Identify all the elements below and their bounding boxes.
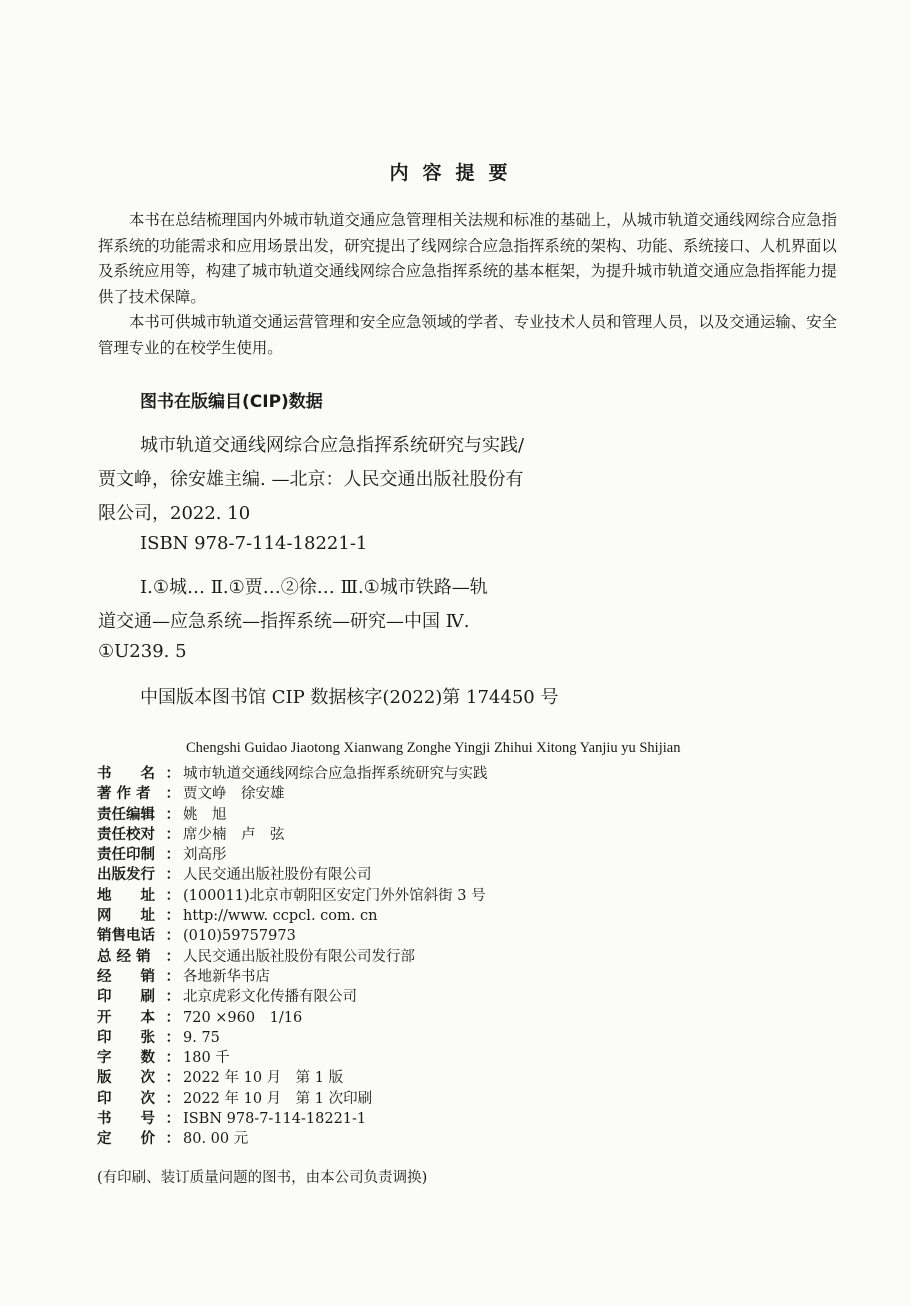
summary-paragraph-1: 本书在总结梳理国内外城市轨道交通应急管理相关法规和标准的基础上，从城市轨道交通线网综合应急指挥系统的功能需求和应用场景出发，研究提出了线网综合应急指挥系统的架构、功能、系统接口、人机界面以及系统应用等，构建了城市轨道交通线网综合应急指挥系统的基本框架，为提升城市轨道交通应急指挥能力提供了技术保障。	[98, 211, 837, 306]
pinyin-title: Chengshi Guidao Jiaotong Xianwang Zonghe Yingji Zhihui Xitong Yanjiu yu Shijian	[186, 740, 681, 756]
metadata-row	[97, 865, 488, 885]
metadata-row	[97, 1048, 488, 1068]
metadata-label: 销售电话 ：	[97, 928, 180, 945]
metadata-row	[97, 1068, 488, 1088]
metadata-row	[97, 886, 488, 906]
cip-line: 贾文峥，徐安雄主编. —北京：人民交通出版社股份有	[98, 469, 524, 490]
metadata-row	[97, 1129, 488, 1149]
metadata-value: 姚 旭	[183, 806, 227, 823]
summary-paragraph-2: 本书可供城市轨道交通运营管理和安全应急领域的学者、专业技术人员和管理人员，以及交通运输、安全管理专业的在校学生使用。	[98, 313, 837, 357]
metadata-value: (100011)北京市朝阳区安定门外外馆斜街 3 号	[183, 887, 486, 904]
cip-line: 道交通—应急系统—指挥系统—研究—中国 Ⅳ.	[98, 611, 470, 632]
cip-line: Ⅰ.①城… Ⅱ.①贾…②徐… Ⅲ.①城市铁路—轨	[140, 577, 488, 598]
cip-record-number: 中国版本图书馆 CIP 数据核字(2022)第 174450 号	[140, 687, 559, 708]
metadata-row	[97, 784, 488, 804]
metadata-value: 城市轨道交通线网综合应急指挥系统研究与实践	[183, 766, 488, 782]
metadata-value: 9. 75	[183, 1029, 220, 1046]
cip-line: 城市轨道交通线网综合应急指挥系统研究与实践/	[140, 435, 525, 456]
metadata-value: 刘高彤	[183, 847, 227, 864]
metadata-row	[97, 1109, 488, 1129]
metadata-value: 各地新华书店	[183, 968, 270, 985]
metadata-value: 80. 00 元	[183, 1131, 249, 1148]
metadata-row	[97, 764, 488, 784]
metadata-label: 责任校对 ：	[97, 826, 180, 843]
metadata-value: 北京虎彩文化传播有限公司	[183, 989, 357, 1006]
page-heading: 内容提要	[389, 162, 522, 184]
metadata-value: 720 ×960 1/16	[183, 1009, 303, 1026]
metadata-label: 定 价 ：	[97, 1131, 180, 1148]
metadata-label: 网 址 ：	[97, 908, 180, 925]
cip-line: 限公司，2022. 10	[98, 503, 251, 524]
metadata-value: 人民交通出版社股份有限公司发行部	[183, 948, 415, 965]
metadata-row	[97, 947, 488, 967]
metadata-label: 书 名 ：	[97, 766, 180, 782]
publication-metadata	[97, 764, 488, 1150]
metadata-row	[97, 1028, 488, 1048]
metadata-label: 责任印制 ：	[97, 847, 180, 864]
metadata-row	[97, 987, 488, 1007]
footnote: (有印刷、装订质量问题的图书，由本公司负责调换)	[97, 1170, 428, 1186]
metadata-row	[97, 926, 488, 946]
metadata-label: 出版发行 ：	[97, 867, 180, 884]
metadata-label: 责任编辑 ：	[97, 806, 180, 823]
metadata-label: 开 本 ：	[97, 1009, 180, 1026]
metadata-value: 贾文峥 徐安雄	[183, 786, 285, 803]
metadata-label: 地 址 ：	[97, 887, 180, 904]
metadata-label: 书 号 ：	[97, 1111, 180, 1128]
metadata-value: 2022 年 10 月 第 1 版	[183, 1070, 344, 1087]
metadata-row	[97, 1008, 488, 1028]
metadata-row	[97, 825, 488, 845]
metadata-label: 字 数 ：	[97, 1050, 180, 1067]
metadata-value: http://www. ccpcl. com. cn	[183, 908, 378, 925]
metadata-row	[97, 967, 488, 987]
metadata-label: 印 张 ：	[97, 1029, 180, 1046]
metadata-row	[97, 906, 488, 926]
metadata-row	[97, 1089, 488, 1109]
metadata-value: 2022 年 10 月 第 1 次印刷	[183, 1090, 373, 1107]
metadata-label: 版 次 ：	[97, 1070, 180, 1087]
metadata-label: 印 次 ：	[97, 1090, 180, 1107]
cip-isbn: ISBN 978-7-114-18221-1	[140, 533, 368, 554]
metadata-row	[97, 805, 488, 825]
metadata-value: ISBN 978-7-114-18221-1	[183, 1111, 367, 1128]
metadata-row	[97, 845, 488, 865]
metadata-value: 180 千	[183, 1050, 230, 1067]
cip-line: ①U239. 5	[98, 641, 187, 662]
cip-heading: 图书在版编目(CIP)数据	[140, 392, 323, 412]
metadata-value: 人民交通出版社股份有限公司	[183, 867, 372, 884]
metadata-label: 印 刷 ：	[97, 989, 180, 1006]
metadata-value: (010)59757973	[183, 928, 296, 945]
metadata-label: 经 销 ：	[97, 968, 180, 985]
metadata-label: 总 经 销 ：	[97, 948, 180, 965]
metadata-value: 席少楠 卢 弦	[183, 826, 285, 843]
metadata-label: 著 作 者 ：	[97, 786, 180, 803]
